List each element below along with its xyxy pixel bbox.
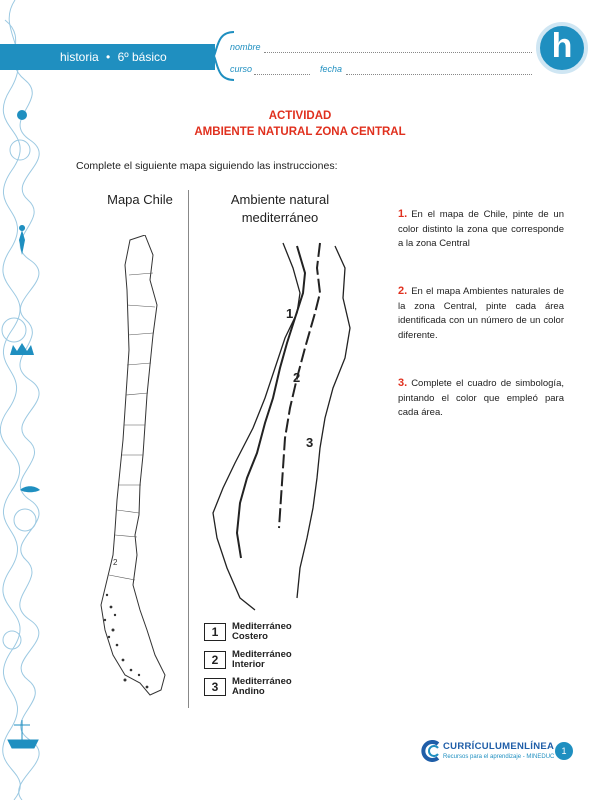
- ambiente-title-line2: mediterráneo: [241, 210, 319, 225]
- subject-label: historia: [60, 50, 99, 64]
- region-number: 2: [113, 558, 118, 567]
- instruction-2-text: En el mapa Ambientes naturales de la zona Central, pinte cada área identificada con un número de un color diferente.: [398, 286, 564, 341]
- legend-box-2[interactable]: 2: [204, 651, 226, 669]
- historia-logo: h: [536, 22, 588, 74]
- legend-box-1[interactable]: 1: [204, 623, 226, 641]
- instruction-3: [398, 376, 564, 421]
- curso-field[interactable]: [254, 74, 310, 75]
- nombre-label: nombre: [230, 42, 261, 52]
- curriculum-logo-icon: [418, 740, 440, 762]
- activity-subtitle: AMBIENTE NATURAL ZONA CENTRAL: [194, 126, 406, 138]
- zone-3-label: 3: [306, 435, 314, 450]
- legend-item-2: [232, 650, 292, 670]
- legend-item-3-line2: Andino: [232, 686, 265, 697]
- footer-tagline: Recursos para el aprendizaje - MINEDUC: [443, 754, 555, 760]
- column-divider: [188, 190, 189, 708]
- instruction-1-text: En el mapa de Chile, pinte de un color distinto la zona que corresponde a la zona Central: [398, 209, 564, 249]
- intro-text: Complete el siguiente mapa siguiendo las instrucciones:: [76, 160, 338, 172]
- instruction-1-number: 1.: [398, 208, 408, 220]
- legend-item-3-line1: Mediterráneo: [232, 676, 292, 687]
- instruction-3-text: Complete el cuadro de simbología, pintando el color que empleó para cada área.: [398, 378, 564, 418]
- activity-title: ACTIVIDAD: [268, 110, 332, 122]
- grade-label: 6º básico: [117, 50, 167, 64]
- header-bracket: [212, 30, 236, 82]
- mediterranean-map[interactable]: [205, 238, 355, 613]
- chile-map-title: Mapa Chile: [107, 192, 173, 207]
- zone-2-label: 2: [293, 370, 301, 385]
- ambiente-title-line1: Ambiente natural: [230, 192, 330, 207]
- instruction-2: [398, 284, 564, 343]
- fish-icon: [20, 486, 40, 492]
- footer-brand: CURRÍCULUMENLÍNEA: [443, 741, 555, 752]
- nombre-field[interactable]: [264, 52, 532, 53]
- legend-box-3[interactable]: 3: [204, 678, 226, 696]
- page-number: 1: [555, 742, 573, 760]
- curso-label: curso: [230, 64, 253, 74]
- instruction-3-number: 3.: [398, 377, 408, 389]
- instruction-2-number: 2.: [398, 285, 408, 297]
- legend-item-1-line1: Mediterráneo: [232, 621, 292, 632]
- zone-1-label: 1: [286, 306, 294, 321]
- legend-item-2-line2: Interior: [232, 659, 265, 670]
- legend-item-2-line1: Mediterráneo: [232, 649, 292, 660]
- soldier-icon: [19, 225, 25, 255]
- fecha-field[interactable]: [346, 74, 532, 75]
- legend-item-1-line2: Costero: [232, 631, 268, 642]
- crown-icon: [10, 343, 34, 355]
- subject-banner: [0, 44, 215, 70]
- legend-item-3: [232, 677, 292, 697]
- instruction-1: [398, 207, 564, 252]
- legend-item-1: [232, 622, 292, 642]
- fecha-label: fecha: [320, 64, 343, 74]
- chile-map[interactable]: [95, 235, 185, 700]
- separator-dot: •: [106, 50, 111, 64]
